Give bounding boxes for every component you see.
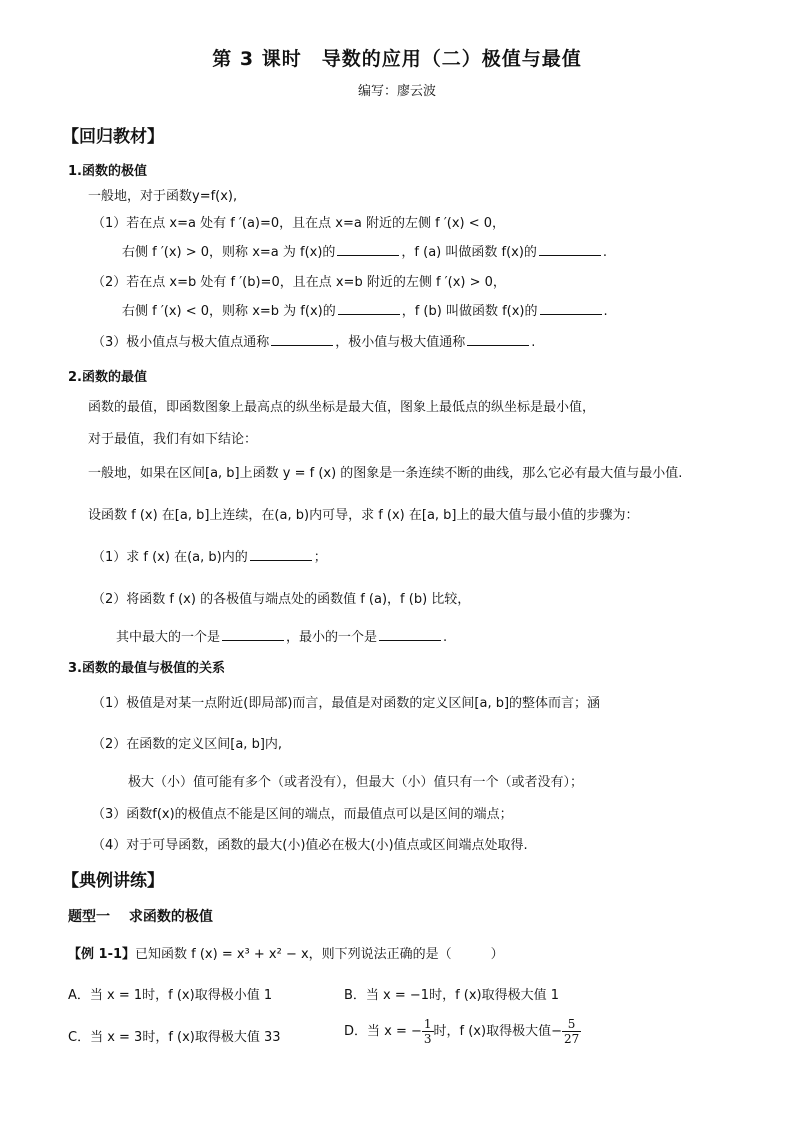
blank[interactable] [338,302,400,315]
text-p2: 对于最值，我们有如下结论： [88,432,258,447]
text-item2-b: 右侧 f ′(x) < 0，则称 x=b 为 f(x)的 ，f (b) 叫做函数 f(x)的 . [122,304,608,319]
blank[interactable] [271,333,333,346]
option-a[interactable]: A．当 x = 1时，f (x)取得极小值 1 [68,988,273,1003]
type-heading: 题型一 求函数的极值 [68,909,213,925]
text-p3: 一般地，如果在区间[a, b]上函数 y = f (x) 的图象是一条连续不断的曲线，那么它必有最大值与最小值. [88,466,683,481]
option-c[interactable]: C．当 x = 3时，f (x)取得极大值 33 [68,1030,281,1045]
section-heading-examples: 【典例讲练】 [62,871,164,891]
fraction: $\frac{1}{3}$ [423,1017,432,1046]
section-heading-review: 【回归教材】 [62,127,164,147]
blank[interactable] [467,333,529,346]
text-rel-2b: 极大（小）值可能有多个（或者没有），但最大（小）值只有一个（或者没有）； [128,775,584,790]
subsection-title-relation: 3.函数的最值与极值的关系 [68,661,225,676]
text-p1: 函数的最值，即函数图象上最高点的纵坐标是最大值，图象上最低点的纵坐标是最小值， [88,400,596,415]
text-item2-a: （2）若在点 x=b 处有 f ′(b)=0，且在点 x=b 附近的左侧 f ′(x) > 0， [92,275,506,290]
blank[interactable] [222,628,284,641]
option-b[interactable]: B．当 x = −1时，f (x)取得极大值 1 [344,988,560,1003]
blank[interactable] [540,302,602,315]
subsection-title-extremum: 1.函数的极值 [68,164,147,179]
author-line: 编写：廖云波 [357,84,436,99]
example-stem: 【例 1-1】已知函数 f (x) = x³ + x² − x，则下列说法正确的是（ ） [68,947,504,962]
blank[interactable] [337,243,399,256]
blank[interactable] [250,548,312,561]
text-item1-b: 右侧 f ′(x) > 0，则称 x=a 为 f(x)的 ，f (a) 叫做函数 f(x)的 . [122,245,608,260]
text-rel-4: （4）对于可导函数，函数的最大(小)值必在极大(小)值点或区间端点处取得. [92,838,528,853]
page-title: 第 3 课时 导数的应用（二）极值与最值 [212,48,582,70]
text-rel-1: （1）极值是对某一点附近(即局部)而言，最值是对函数的定义区间[a, b]的整体而言；涵 [92,696,601,711]
option-d[interactable]: D．当 x = − $\frac{1}{3}$ 时，f (x)取得极大值− $\frac{5}{27}$ [344,1017,580,1046]
text-rel-2: （2）在函数的定义区间[a, b]内, [92,737,283,752]
blank[interactable] [539,243,601,256]
example-label: 【例 1-1】 [68,947,136,962]
fraction: $\frac{5}{27}$ [563,1017,580,1046]
text-step2: （2）将函数 f (x) 的各极值与端点处的函数值 f (a)，f (b) 比较， [92,592,471,607]
text-step1: （1）求 f (x) 在(a, b)内的 ； [92,550,327,565]
subsection-title-max-min: 2.函数的最值 [68,370,147,385]
text-step2b: 其中最大的一个是 ，最小的一个是 . [116,630,448,645]
text-intro: 一般地，对于函数y=f(x), [88,189,238,204]
text-item1-a: （1）若在点 x=a 处有 f ′(a)=0，且在点 x=a 附近的左侧 f ′(x) < 0， [92,216,506,231]
text-p4: 设函数 f (x) 在[a, b]上连续，在(a, b)内可导，求 f (x) 在[a, b]上的最大值与最小值的步骤为： [88,508,639,523]
text-item3: （3）极小值点与极大值点通称 ，极小值与极大值通称 . [92,335,536,350]
blank[interactable] [379,628,441,641]
text-rel-3: （3）函数f(x)的极值点不能是区间的端点，而最值点可以是区间的端点； [92,807,513,822]
